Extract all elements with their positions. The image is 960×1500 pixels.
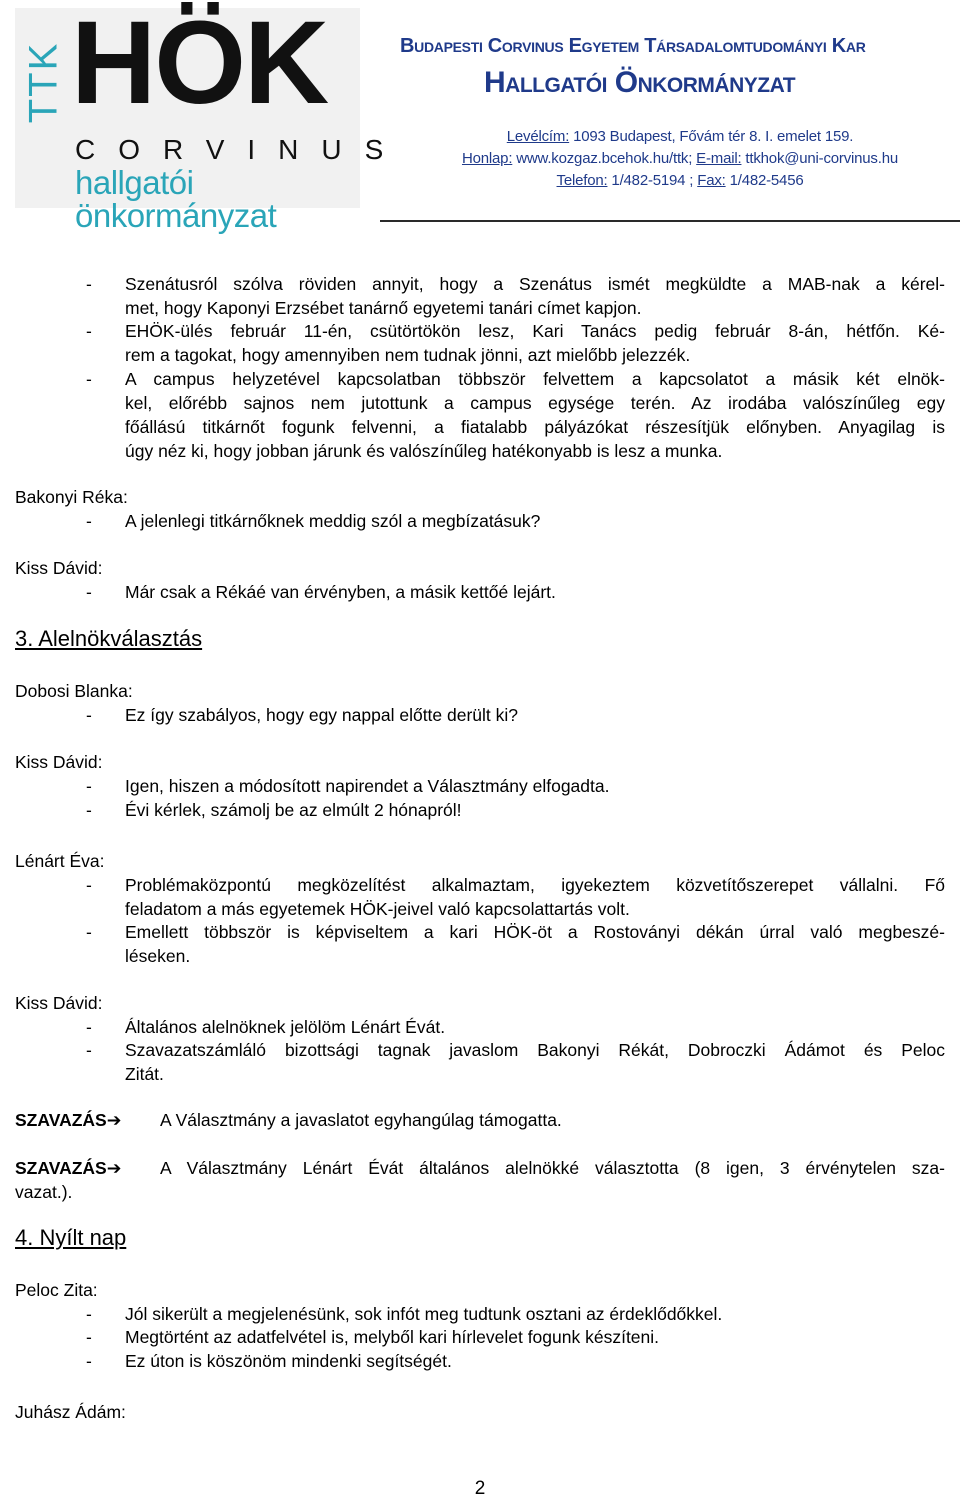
organization-title: Hallgatói Önkormányzat [484, 66, 796, 99]
speaker-name: Lénárt Éva: [15, 851, 105, 871]
list-item-line: Általános alelnöknek jelölöm Lénárt Évát. [125, 1017, 446, 1037]
speaker-name: Bakonyi Réka: [15, 487, 128, 507]
bullet: - [86, 705, 92, 725]
address-line: Levélcím: 1093 Budapest, Fővám tér 8. I. emelet 159. [506, 128, 854, 145]
list-item-line: Zitát. [125, 1064, 164, 1084]
faculty-title: Budapesti Corvinus Egyetem Társadalomtudományi Kar [400, 35, 866, 57]
bullet: - [86, 321, 92, 341]
list-item: Megtörtént az adatfelvétel is, melyből kari hírlevelet fogunk készíteni. [125, 1327, 660, 1347]
vote-text: vazat.). [15, 1182, 73, 1202]
list-item: Ez így szabályos, hogy egy nappal előtte derült ki? [125, 705, 519, 725]
section-heading: 4. Nyílt nap [15, 1225, 127, 1250]
logo-tagline: hallgatói önkormányzat [75, 164, 277, 234]
list-item-line: léseken. [125, 946, 191, 966]
vote-label: SZAVAZÁS [15, 1158, 107, 1178]
bullet: - [86, 274, 92, 294]
vote-label: SZAVAZÁS [15, 1110, 107, 1130]
bullet: - [86, 511, 92, 531]
list-item-line: kel, előrébb sajnos nem jutottunk a campus egysége terén. Az irodába valószínűleg egy [125, 393, 945, 413]
letterhead [0, 0, 960, 234]
speaker-name: Kiss Dávid: [15, 993, 103, 1013]
bullet: - [86, 369, 92, 389]
list-item-line: met, hogy Kaponyi Erzsébet tanárnő egyetemi tanári címet kapjon. [125, 298, 642, 318]
hok-logo [15, 0, 407, 234]
list-item-line: Szavazatszámláló bizottsági tagnak javaslom Bakonyi Rékát, Dobroczki Ádámot és Peloc [125, 1040, 945, 1060]
page-number: 2 [474, 1478, 486, 1499]
logo-hok-text: HÖK [71, 0, 328, 129]
list-item-line: rem a tagokat, hogy amennyiben nem tudnak jönni, azt mielőbb jelezzék. [125, 345, 691, 365]
logo-corvinus-text: CORVINUS [75, 134, 407, 165]
section-heading: 3. Alelnökválasztás [15, 626, 203, 651]
bullet: - [86, 922, 92, 942]
list-item: Ez úton is köszönöm mindenki segítségét. [125, 1351, 452, 1371]
bullet: - [86, 1351, 92, 1371]
web-email-line: Honlap: www.kozgaz.bcehok.hu/ttk; E-mail: ttkhok@uni-corvinus.hu [461, 150, 898, 167]
bullet: - [86, 1017, 92, 1037]
phone-line: Telefon: 1/482-5194 ; Fax: 1/482-5456 [556, 172, 804, 189]
list-item: A jelenlegi titkárnőknek meddig szól a megbízatásuk? [125, 511, 541, 531]
vote-result [15, 1108, 121, 1132]
list-item-line: főállású titkárnőt fogunk felvenni, a fiatalabb pályázókat részesítjük előnyben. Anyagilag is [125, 417, 945, 437]
bullet: - [86, 1040, 92, 1060]
speaker-name: Dobosi Blanka: [15, 681, 133, 701]
list-item-line: Szenátusról szólva röviden annyit, hogy a Szenátus ismét megküldte a MAB-nak a kérel- [125, 274, 945, 294]
speaker-name: Juhász Ádám: [15, 1402, 126, 1422]
bullet: - [86, 582, 92, 602]
list-item-line: Problémaközpontú megközelítést alkalmaztam, igyekeztem közvetítőszerepet vállalni. Fő [125, 875, 945, 895]
vote-text: A Választmány Lénárt Évát általános alelnökké választotta (8 igen, 3 érvénytelen sza- [160, 1158, 945, 1178]
speaker-name: Kiss Dávid: [15, 558, 103, 578]
logo-ttk-text: TTK [21, 41, 66, 124]
list-item: Már csak a Rékáé van érvényben, a másik kettőé lejárt. [125, 582, 556, 602]
speaker-name: Peloc Zita: [15, 1280, 98, 1300]
list-item: Igen, hiszen a módosított napirendet a Választmány elfogadta. [125, 776, 610, 796]
bullet: - [86, 1304, 92, 1324]
bullet: - [86, 1327, 92, 1347]
bullet: - [86, 776, 92, 796]
bullet: - [86, 800, 92, 820]
list-item-line: feladatom a más egyetemek HÖK-jeivel való kapcsolattartás volt. [125, 899, 630, 919]
header-divider [380, 220, 960, 222]
email-link[interactable]: ttkhok@uni-corvinus.hu [745, 150, 898, 167]
list-item: Évi kérlek, számolj be az elmúlt 2 hónapról! [125, 800, 462, 820]
list-item-line: EHÖK-ülés február 11-én, csütörtökön lesz, Kari Tanács pedig február 8-án, hétfőn. Ké- [125, 321, 945, 341]
speaker-name: Kiss Dávid: [15, 752, 103, 772]
vote-text: A Választmány a javaslatot egyhangúlag támogatta. [160, 1110, 562, 1130]
bullet: - [86, 875, 92, 895]
arrow-right-icon: ➔ [106, 1110, 122, 1130]
list-item-line: úgy néz ki, hogy jobban járunk és valószínűleg hatékonyabb is lesz a munka. [125, 441, 723, 461]
vote-result [15, 1156, 121, 1180]
list-item-line: Emellett többször is képviseltem a kari HÖK-öt a Rostoványi dékán úrral való megbeszé- [125, 922, 945, 942]
arrow-right-icon: ➔ [106, 1158, 122, 1178]
list-item: Jól sikerült a megjelenésünk, sok infót meg tudtunk osztani az érdeklődőkkel. [125, 1304, 723, 1324]
list-item-line: A campus helyzetével kapcsolatban többször felvettem a kapcsolatot a másik két elnök- [125, 369, 945, 389]
website-link[interactable]: www.kozgaz.bcehok.hu/ttk; [516, 150, 693, 167]
